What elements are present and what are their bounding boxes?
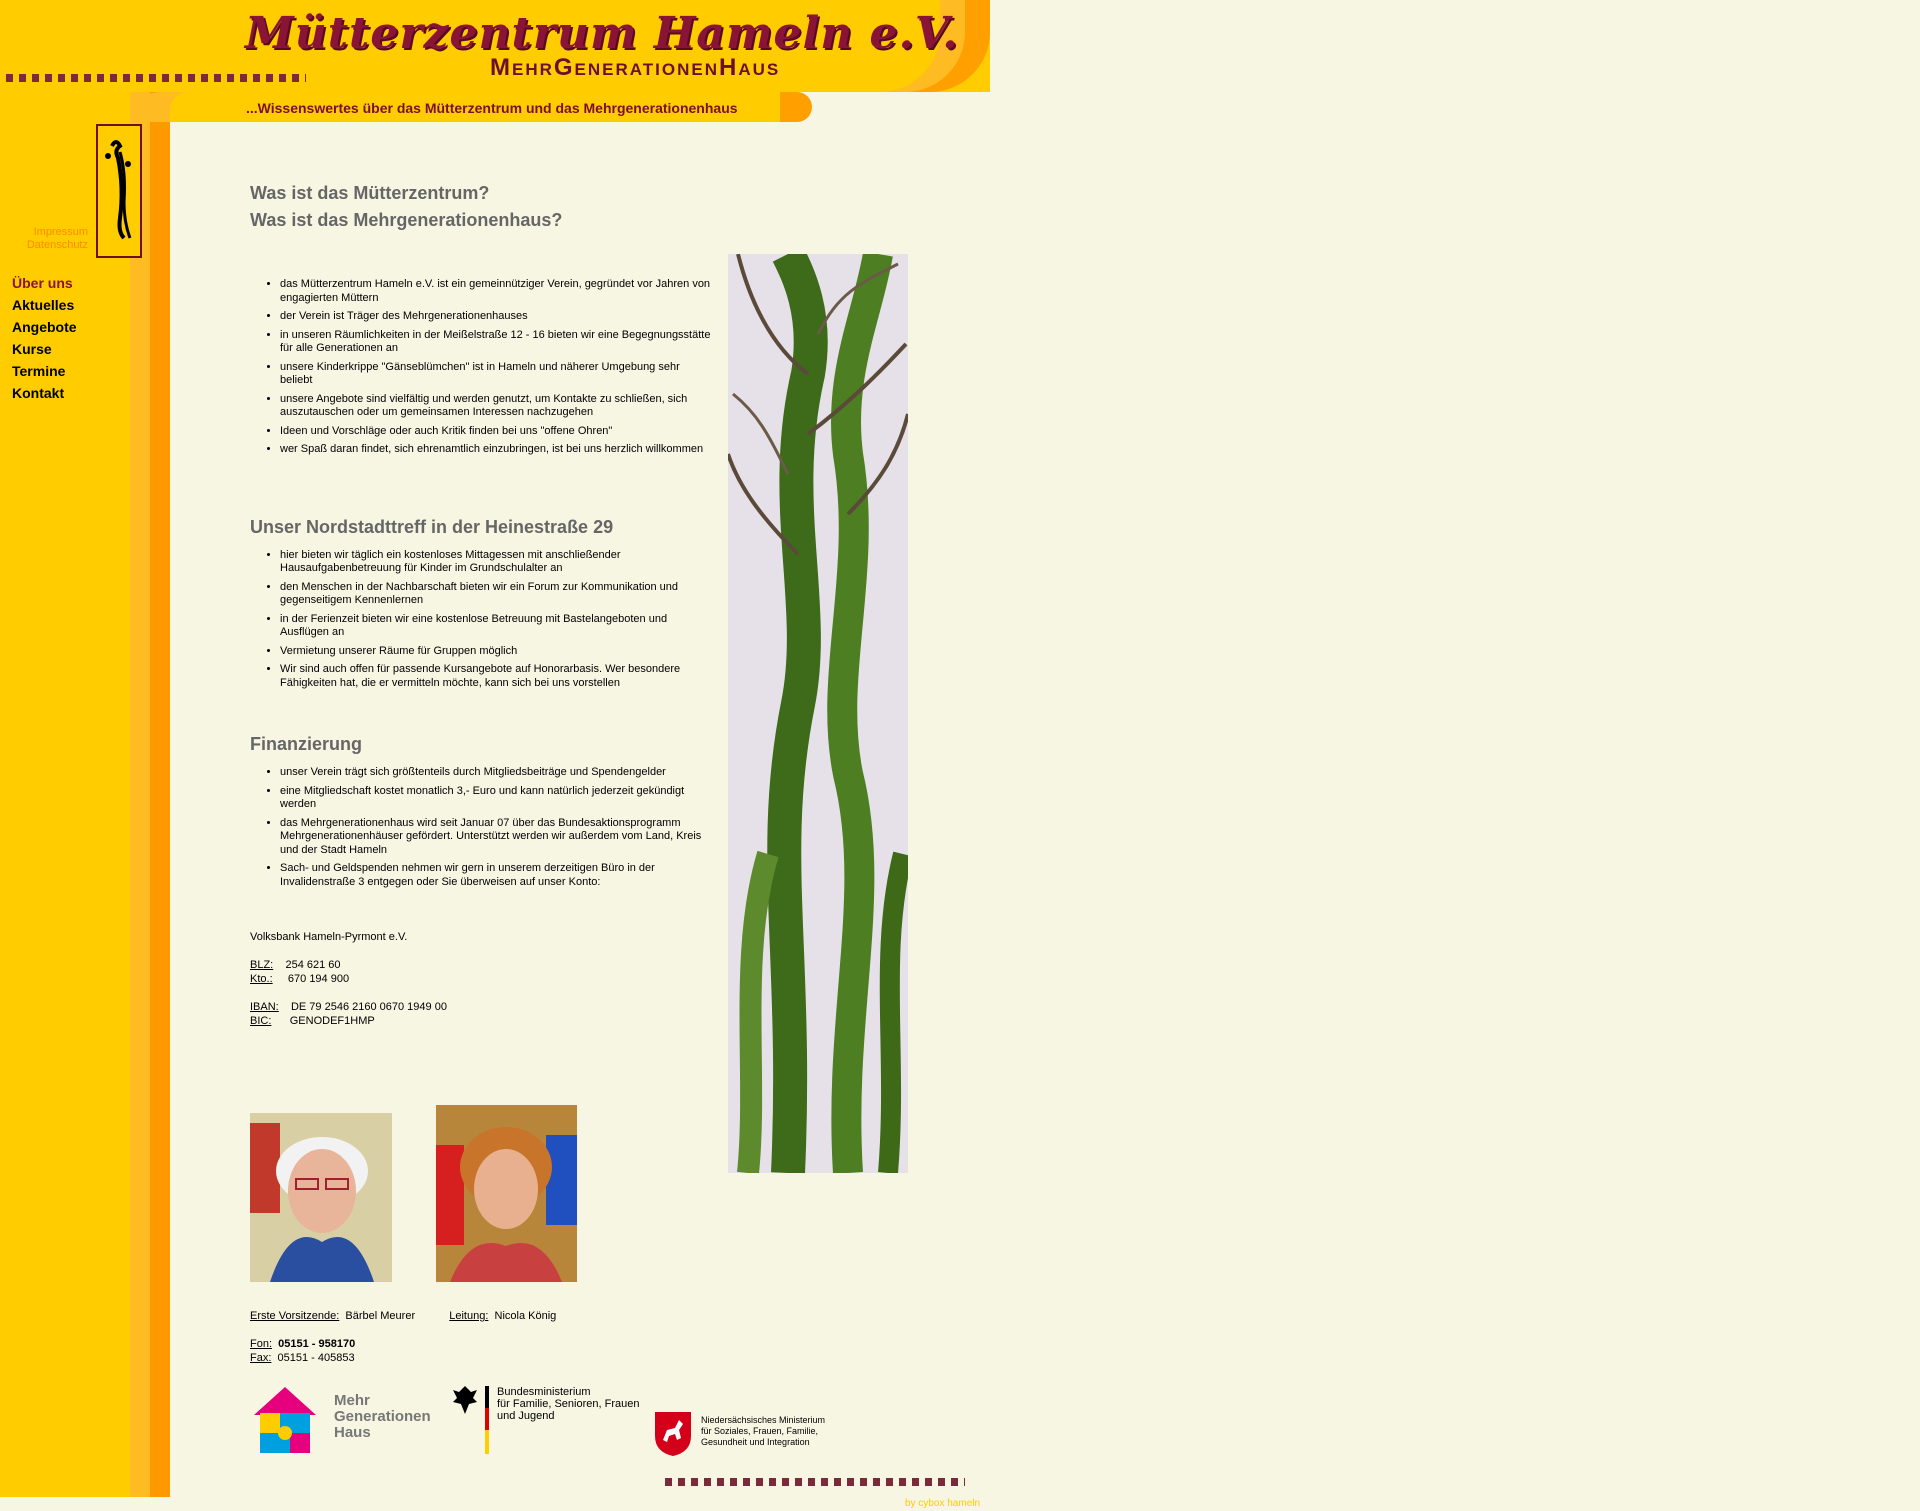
list-item: • Wir sind auch offen für passende Kursangebote auf Honorarbasis. Wer besondere Fähigkeiten hat, die er vermitteln möchte, kann sich bei uns vorstellen bbox=[280, 663, 715, 690]
lead-name: Nicola König bbox=[494, 1310, 557, 1322]
blz-label: BLZ: bbox=[250, 959, 274, 971]
mgh-text-line3: Haus bbox=[334, 1424, 371, 1441]
nav-item-kurse[interactable]: Kurse bbox=[12, 341, 52, 357]
photo-nicola-koenig bbox=[436, 1105, 577, 1282]
bank-bic-row bbox=[250, 1014, 715, 1028]
logo-mehrgenerationenhaus bbox=[250, 1385, 440, 1455]
list-item: • der Verein ist Träger des Mehrgenerationenhauses bbox=[280, 310, 715, 324]
horse-shield-icon bbox=[653, 1410, 693, 1456]
flag-red bbox=[485, 1408, 489, 1430]
list-finanzierung bbox=[250, 766, 715, 889]
figure-logo-icon bbox=[98, 126, 140, 256]
bic-label: BIC: bbox=[250, 1015, 272, 1027]
lead-label: Leitung: bbox=[449, 1310, 489, 1322]
bank-kto-row bbox=[250, 972, 715, 986]
legal-links bbox=[20, 226, 88, 252]
list-item: • unsere Angebote sind vielfältig und werden genutzt, um Kontakte zu schließen, sich auszutauschen oder um gemeinsamen Interessen nachzugehen bbox=[280, 393, 715, 420]
decorative-dots-top bbox=[6, 74, 306, 82]
page-tagline: ...Wissenswertes über das Mütterzentrum und das Mehrgenerationenhaus bbox=[246, 100, 738, 116]
list-item: • das Mütterzentrum Hameln e.V. ist ein gemeinnütziger Verein, gegründet vor Jahren von engagierten Müttern bbox=[280, 278, 715, 305]
list-item: • das Mehrgenerationenhaus wird seit Januar 07 über das Bundesaktionsprogramm Mehrgenerationenhäuser gefördert. Unterstützt werden wir außerdem vom Land, Kreis und der Stadt Hameln bbox=[280, 817, 715, 858]
mgh-text-line1: Mehr bbox=[334, 1392, 370, 1409]
list-item: • hier bieten wir täglich ein kostenloses Mittagessen mit anschließender Hausaufgabenbetreuung für Kinder im Grundschulalter an bbox=[280, 549, 715, 576]
bund-text-line3: und Jugend bbox=[497, 1410, 555, 1422]
logo-niedersachsen bbox=[653, 1410, 853, 1456]
nds-text-line3: Gesundheit und Integration bbox=[701, 1437, 810, 1447]
heading-muetterzentrum: Was ist das Mütterzentrum? bbox=[250, 183, 490, 203]
sidebar-stripe-light bbox=[130, 92, 150, 1497]
chair-name: Bärbel Meurer bbox=[345, 1310, 416, 1322]
person-portrait-icon bbox=[250, 1113, 392, 1282]
list-item: • in der Ferienzeit bieten wir eine kostenlose Betreuung mit Bastelangeboten und Ausflügen an bbox=[280, 613, 715, 640]
bic-value: GENODEF1HMP bbox=[289, 1015, 375, 1027]
list-item: • Ideen und Vorschläge oder auch Kritik finden bei uns "offene Ohren" bbox=[280, 425, 715, 439]
nav-item-kontakt[interactable]: Kontakt bbox=[12, 385, 65, 401]
logo-bundesministerium bbox=[452, 1384, 642, 1456]
decorative-dots-bottom bbox=[665, 1478, 965, 1486]
kto-value: 670 194 900 bbox=[287, 973, 350, 985]
list-item: • wer Spaß daran findet, sich ehrenamtlich einzubringen, ist bei uns herzlich willkommen bbox=[280, 443, 715, 457]
site-logo-title: Mütterzentrum Hameln e.V. bbox=[245, 8, 959, 59]
datenschutz-link[interactable]: Datenschutz bbox=[26, 239, 88, 251]
ivy-tree-photo bbox=[728, 254, 908, 1173]
list-nordstadttreff bbox=[250, 549, 715, 691]
bank-iban-row bbox=[250, 1000, 715, 1014]
bund-text-line1: Bundesministerium bbox=[497, 1386, 591, 1398]
mgh-text-line2: Generationen bbox=[334, 1408, 431, 1425]
house-icon bbox=[250, 1385, 320, 1455]
nav-item-termine[interactable]: Termine bbox=[12, 363, 66, 379]
list-item: • Vermietung unserer Räume für Gruppen möglich bbox=[280, 645, 715, 659]
main-navigation bbox=[12, 272, 77, 404]
contact-fax bbox=[250, 1351, 355, 1365]
nav-item-angebote[interactable]: Angebote bbox=[12, 319, 77, 335]
photo-baerbel-meurer bbox=[250, 1113, 392, 1282]
flag-gold bbox=[485, 1430, 489, 1454]
blz-value: 254 621 60 bbox=[285, 959, 341, 971]
subtitle-bar-end bbox=[780, 92, 812, 122]
list-item: • den Menschen in der Nachbarschaft bieten wir ein Forum zur Kommunikation und gegenseitigem Kennenlernen bbox=[280, 581, 715, 608]
nav-item-aktuelles[interactable]: Aktuelles bbox=[12, 297, 75, 313]
fon-label: Fon: bbox=[250, 1338, 273, 1350]
chair-label: Erste Vorsitzende: bbox=[250, 1310, 340, 1322]
fax-label: Fax: bbox=[250, 1352, 272, 1364]
list-about bbox=[250, 278, 715, 457]
iban-label: IBAN: bbox=[250, 1001, 279, 1013]
heading-finanzierung: Finanzierung bbox=[250, 734, 362, 754]
nds-text-line1: Niedersächsisches Ministerium bbox=[701, 1415, 826, 1425]
heading-mehrgenerationenhaus: Was ist das Mehrgenerationenhaus? bbox=[250, 210, 563, 230]
list-item: • eine Mitgliedschaft kostet monatlich 3,- Euro und kann natürlich jederzeit gekündigt werden bbox=[280, 785, 715, 812]
heading-nordstadttreff: Unser Nordstadttreff in der Heinestraße 29 bbox=[250, 516, 614, 537]
bank-name: Volksbank Hameln-Pyrmont e.V. bbox=[250, 931, 408, 943]
sidebar-stripe-dark bbox=[150, 92, 170, 1497]
iban-value: DE 79 2546 2160 0670 1949 00 bbox=[290, 1001, 447, 1013]
flag-black bbox=[485, 1386, 489, 1408]
credit-link[interactable]: by cybox hameln bbox=[905, 1498, 981, 1509]
main-content bbox=[250, 180, 715, 1028]
nds-text-line2: für Soziales, Frauen, Familie, bbox=[701, 1426, 819, 1436]
kto-label: Kto.: bbox=[250, 973, 273, 985]
impressum-link[interactable]: Impressum bbox=[33, 226, 88, 238]
federal-eagle-icon bbox=[452, 1384, 478, 1456]
fon-value: 05151 - 958170 bbox=[278, 1338, 356, 1350]
person-portrait-icon bbox=[436, 1105, 577, 1282]
list-item: • unsere Kinderkrippe "Gänseblümchen" ist in Hameln und näherer Umgebung sehr beliebt bbox=[280, 361, 715, 388]
fax-value: 05151 - 405853 bbox=[277, 1352, 355, 1364]
tree-icon bbox=[728, 254, 908, 1173]
bund-text-line2: für Familie, Senioren, Frauen bbox=[497, 1398, 640, 1410]
contact-phone bbox=[250, 1337, 355, 1351]
list-item: • unser Verein trägt sich größtenteils durch Mitgliedsbeiträge und Spendengelder bbox=[280, 766, 715, 780]
contact-people bbox=[250, 1309, 556, 1323]
figure-logo bbox=[96, 124, 142, 258]
site-logo-subtitle: MehrGenerationenHaus bbox=[490, 54, 781, 81]
list-item: • in unseren Räumlichkeiten in der Meißelstraße 12 - 16 bieten wir eine Begegnungsstätte für alle Generationen an bbox=[280, 329, 715, 356]
bank-blz-row bbox=[250, 958, 715, 972]
list-item: • Sach- und Geldspenden nehmen wir gern in unserem derzeitigen Büro in der Invalidenstraße 3 entgegen oder Sie überweisen auf unser Konto: bbox=[280, 862, 715, 889]
nav-item-ueber-uns[interactable]: Über uns bbox=[12, 275, 73, 291]
